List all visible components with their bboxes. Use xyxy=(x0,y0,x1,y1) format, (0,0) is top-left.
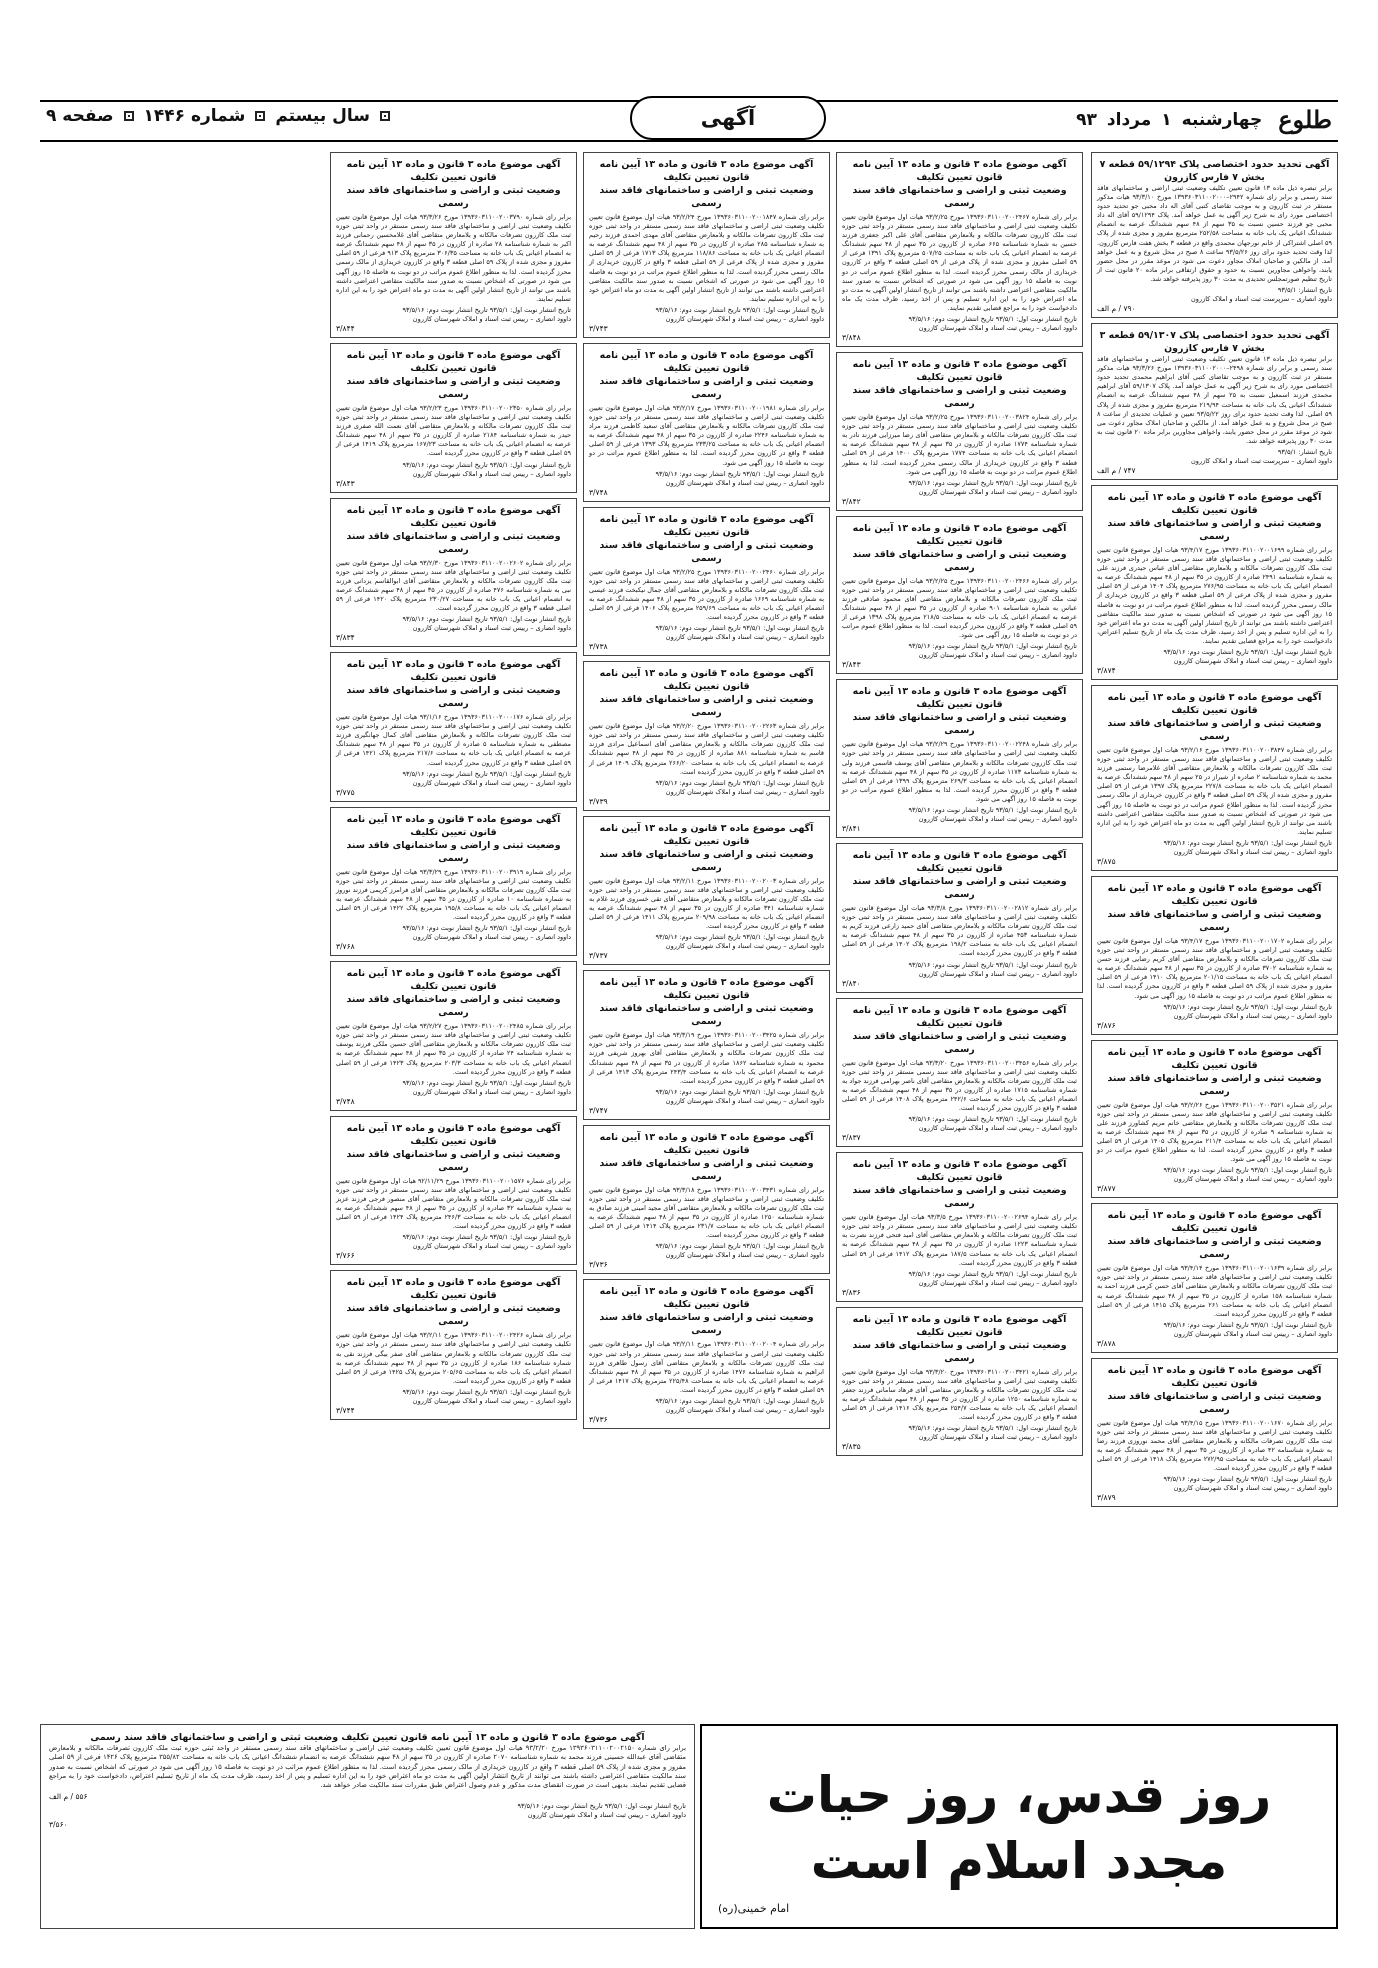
notice-title: آگهی موضوع ماده ۳ قانون و ماده ۱۳ آیین نامه قانون تعیین تکلیف xyxy=(852,1313,1067,1338)
notice-code: ۳/۸۷۸ xyxy=(1097,1338,1116,1348)
header-volume: سال بیستم xyxy=(275,106,370,126)
notice-title: آگهی موضوع ماده ۳ قانون و ماده ۱۳ آیین نامه قانون تعیین تکلیف xyxy=(1107,1364,1322,1389)
legal-notice xyxy=(1091,1358,1338,1508)
legal-notice xyxy=(330,1116,577,1266)
notice-code: ۳/۷۳۶ xyxy=(589,1414,608,1424)
notice-code: ۳/۸۳۶ xyxy=(842,1287,861,1297)
legal-notice xyxy=(583,507,830,657)
notice-body: برابر رای شماره ۱۳۹۳۶۰۳۱۱۰۰۲۰۰۱۶۹۹ مورخ ۹۳/۴/۱۷ هیات اول موضوع قانون تعیین تکلیف وضعیت ثبتی اراضی و ساختمانهای فاقد سند رسمی مستقر در واحد ثبتی حوزه ثبت ملک کازرون تصرفات مالکانه و بلامعارض متقاضی آقای عباس حیدری فرزند علی به شماره شناسنامه ۲۴۹۱ صادره از کازرون در ۳۵ سهم از ۴۸ سهم ششدانگ عرصه به انضمام اعیانی یک باب خانه به مساحت ۲۷۶/۹۵ مترمربع پلاک ۱۴۰۴ فرعی از ۵۹ اصلی مفروز و مجزی شده از پلاک فرعی از ۵۹ اصلی قطعه ۳ واقع در کازرون خریداری از مالک رسمی محرز گردیده است. لذا به منظور اطلاع عموم مراتب در دو نوبت به فاصله ۱۵ روز آگهی می شود در صورتی که اشخاص نسبت به صدور سند مالکیت متقاضی اعتراضی داشته باشند می توانند از تاریخ انتشار اولین آگهی به مدت دو ماه اعتراض خود را به این اداره تسلیم و پس از اخذ رسید، ظرف مدت یک ماه از تاریخ تسلیم اعتراض، دادخواست خود را به مراجع قضایی تقدیم نمایند. xyxy=(1097,545,1332,645)
notice-title: آگهی تحدید حدود اختصاصی پلاک ۵۹/۱۳۰۷ قطعه ۳ بخش ۷ فارس کازرون xyxy=(1099,330,1330,355)
notice-subtitle: وضعیت ثبتی و اراضی و ساختمانهای فاقد سند رسمی xyxy=(346,685,561,710)
header-day: چهارشنبه xyxy=(1181,110,1263,130)
notice-body: برابر رای شماره ۱۳۹۳۶۰۳۱۱۰۰۲۰۰۲۰۰۴ مورخ ۹۳/۲/۱۱ هیات اول موضوع قانون تعیین تکلیف وضعیت ثبتی اراضی و ساختمانهای فاقد سند رسمی مستقر در واحد ثبتی حوزه ثبت ملک کازرون تصرفات مالکانه و بلامعارض متقاضی آقای رسول طاهری فرزند ابراهیم به شماره شناسنامه ۱۴۷۶ صادره از کازرون در ۳۵ سهم از ۴۸ سهم ششدانگ عرصه به انضمام اعیانی یک باب خانه به مساحت ۲۲۵/۴۸ مترمربع پلاک ۱۴۱۷ فرعی از ۵۹ اصلی قطعه ۳ واقع در کازرون محرز گردیده است. xyxy=(589,1340,824,1394)
notice-body: برابر تبصره ذیل ماده ۱۳ قانون تعیین تکلیف وضعیت ثبتی اراضی و ساختمانهای فاقد سند رسمی و برابر رای شماره ۲۹۴۲–۱۳۹۳۶۰۳۱۱۰۰۲۰۰۰ مورخ ۹۳/۳/۱۰ هیات مذکور مستقر در ثبت کازرون و به موجب تقاضای کتبی آقای اله داد محبی جو تحدید حدود اختصاصی مورد رای به شرح زیر آگهی به عمل خواهد آمد. پلاک ۵۹/۱۲۹۴ آقای اله داد محبی جو فرزند حسین نسبت به ۳۵ سهم از ۴۸ سهم ششدانگ عرصه به انضمام ششدانگ اعیانی یک باب خانه به مساحت ۲۵۲/۵۸ مترمربع مفروز و مجزی شده از پلاک ۵۹ اصلی اشتراکی از خانم نورجهان محمدی واقع در قطعه ۳ بخش هفت فارس کازرون. لذا وقت تحدید حدود برای روز ۹۳/۵/۲۶ ساعت ۸ صبح در محل شروع و به عمل خواهد آمد. از مالکین و صاحبان املاک مجاور دعوت می شود در موعد مقرر در محل حضور یابند، واخواهی مجاورین نسبت به حدود و حقوق ارتفاقی برابر ماده ۲۰ قانون ثبت از تاریخ تنظیم صورتمجلس تحدیدی به مدت ۳۰ روز پذیرفته خواهد شد. xyxy=(1097,184,1333,283)
header-date-month: مرداد xyxy=(1106,110,1152,130)
legal-notice xyxy=(1091,1203,1338,1353)
notice-signer: داوود انصاری – رییس ثبت اسناد و املاک شهرستان کازرون xyxy=(412,314,571,323)
notice-subtitle: وضعیت ثبتی و اراضی و ساختمانهای فاقد سند رسمی xyxy=(852,712,1067,737)
page-header xyxy=(40,100,1338,142)
notice-code: ۳/۷۷۵ xyxy=(336,787,355,797)
notice-subtitle: وضعیت ثبتی و اراضی و ساختمانهای فاقد سند رسمی xyxy=(346,375,561,400)
notice-signer: داوود انصاری – رییس ثبت اسناد و املاک شهرستان کازرون xyxy=(1173,1011,1332,1020)
notice-signer: داوود انصاری – رییس ثبت اسناد و املاک شهرستان کازرون xyxy=(918,815,1077,823)
notice-dates: تاریخ انتشار نوبت اول: ۹۳/۵/۱ تاریخ انتشار نوبت دوم: ۹۳/۵/۱۶ xyxy=(655,1396,824,1405)
legal-notice xyxy=(583,343,830,502)
notice-signer: داوود انصاری – رییس ثبت اسناد و املاک شهرستان کازرون xyxy=(1173,1175,1332,1184)
notice-code: ۳/۷۴۸ xyxy=(589,487,608,497)
notice-signer: داوود انصاری – رییس ثبت اسناد و املاک شهرستان کازرون xyxy=(527,1811,686,1820)
notice-body: برابر رای شماره ۱۳۹۳۶۰۳۱۱۰۰۲۰۰۱۸۴۷ مورخ ۹۳/۲/۲۴ هیات اول موضوع قانون تعیین تکلیف وضعیت ثبتی اراضی و ساختمانهای فاقد سند رسمی مستقر در واحد ثبتی حوزه ثبت ملک کازرون تصرفات مالکانه و بلامعارض متقاضی آقای مهدی احمدی فرزند رحیم به شماره شناسنامه ۲۸۵ صادره از کازرون در ۳۵ سهم از ۴۸ سهم ششدانگ عرصه به انضمام اعیانی یک باب خانه به مساحت ۱۱۸/۸۶ مترمربع پلاک ۱۷۱۳ فرعی از ۵۹ اصلی مفروز و مجزی شده از پلاک فرعی از ۵۹ اصلی قطعه ۳ واقع در کازرون خریداری از مالک رسمی محرز گردیده است. لذا به منظور اطلاع عموم مراتب در دو نوبت به فاصله ۱۵ روز آگهی می شود در صورتی که اشخاص نسبت به صدور سند مالکیت متقاضی اعتراضی داشته باشند می توانند از تاریخ انتشار اولین آگهی به مدت دو ماه اعتراض خود را به این اداره تسلیم نمایند. xyxy=(589,213,825,303)
notice-dates: تاریخ انتشار نوبت اول: ۹۳/۵/۱ تاریخ انتشار نوبت دوم: ۹۳/۵/۱۶ xyxy=(1163,838,1332,847)
notice-subtitle: وضعیت ثبتی و اراضی و ساختمانهای فاقد سند رسمی xyxy=(599,694,814,719)
notice-dates: تاریخ انتشار: ۹۳/۵/۱ xyxy=(1277,447,1332,456)
notice-reference: ۵۵۶ / م الف xyxy=(49,1792,88,1802)
legal-notice xyxy=(583,1279,830,1429)
notice-signer: داوود انصاری – رییس ثبت اسناد و املاک شهرستان کازرون xyxy=(412,1242,571,1251)
notice-dates: تاریخ انتشار نوبت اول: ۹۳/۵/۱ تاریخ انتشار نوبت دوم: ۹۳/۵/۱۶ xyxy=(1163,1166,1332,1175)
notice-code: ۳/۸۴۱ xyxy=(842,824,861,833)
notice-dates: تاریخ انتشار نوبت اول: ۹۳/۵/۱ تاریخ انتشار نوبت دوم: ۹۳/۵/۱۶ xyxy=(908,960,1077,969)
notice-subtitle: وضعیت ثبتی و اراضی و ساختمانهای فاقد سند رسمی xyxy=(599,1003,814,1028)
legal-notice xyxy=(330,807,577,957)
legal-notice xyxy=(836,843,1083,993)
notice-dates: تاریخ انتشار نوبت اول: ۹۳/۵/۱ تاریخ انتشار نوبت دوم: ۹۳/۵/۱۶ xyxy=(402,305,571,314)
ad-column-3 xyxy=(583,152,830,1434)
notice-title: آگهی تحدید حدود اختصاصی پلاک ۵۹/۱۲۹۴ قطعه ۷ بخش ۷ فارس کازرون xyxy=(1099,159,1330,183)
notice-code: ۳/۸۷۹ xyxy=(1097,1493,1116,1503)
legal-notice xyxy=(1091,1040,1338,1199)
ad-column-1 xyxy=(1091,152,1338,1512)
legal-notice xyxy=(330,343,577,493)
notice-code: ۳/۷۴۷ xyxy=(589,1105,608,1115)
notice-subtitle: وضعیت ثبتی و اراضی و ساختمانهای فاقد سند رسمی xyxy=(346,530,561,555)
legal-notice xyxy=(330,652,577,802)
notice-dates: تاریخ انتشار نوبت اول: ۹۳/۵/۱ تاریخ انتشار نوبت دوم: ۹۳/۵/۱۶ xyxy=(402,460,571,469)
notice-dates: تاریخ انتشار نوبت اول: ۹۳/۵/۱ تاریخ انتشار نوبت دوم: ۹۳/۵/۱۶ xyxy=(655,1242,824,1251)
legal-notice xyxy=(330,961,577,1111)
legal-notice xyxy=(836,152,1083,347)
notice-signer: داوود انصاری – سرپرست ثبت اسناد و املاک کازرون xyxy=(1191,456,1332,465)
notice-subtitle: وضعیت ثبتی و اراضی و ساختمانهای فاقد سند رسمی xyxy=(852,876,1067,900)
notice-dates: تاریخ انتشار نوبت اول: ۹۳/۵/۱ تاریخ انتشار نوبت دوم: ۹۳/۵/۱۶ xyxy=(1163,1320,1332,1329)
notice-body: برابر رای شماره ۱۳۹۳۶۰۳۱۱۰۰۲۰۰۲۴۲۶ مورخ ۹۳/۲/۱۱ هیات اول موضوع قانون تعیین تکلیف وضعیت ثبتی اراضی و ساختمانهای فاقد سند رسمی مستقر در واحد ثبتی حوزه ثبت ملک کازرون تصرفات مالکانه و بلامعارض متقاضی آقای صفر بیگی فرزند نقی به شماره شناسنامه ۱۸۶ صادره از کازرون در ۳۵ سهم از ۴۸ سهم ششدانگ عرصه به انضمام اعیانی یک باب خانه به مساحت ۲۰۵/۶۵ مترمربع پلاک ۱۴۲۵ فرعی از ۵۹ اصلی قطعه ۳ واقع در کازرون محرز گردیده است. xyxy=(336,1331,571,1385)
notice-signer: داوود انصاری – رییس ثبت اسناد و املاک شهرستان کازرون xyxy=(1173,1329,1332,1338)
slogan-text: روز قدس، روز حیات مجدد اسلام است xyxy=(766,1766,1272,1890)
notice-dates: تاریخ انتشار نوبت اول: ۹۳/۵/۱ تاریخ انتشار نوبت دوم: ۹۳/۵/۱۶ xyxy=(908,315,1077,324)
notice-title: آگهی موضوع ماده ۳ قانون و ماده ۱۳ آیین نامه قانون تعیین تکلیف xyxy=(599,1286,814,1311)
notice-subtitle: وضعیت ثبتی و اراضی و ساختمانهای فاقد سند رسمی xyxy=(346,185,561,209)
notice-code: ۳/۷۳۹ xyxy=(589,796,608,806)
notice-dates: تاریخ انتشار نوبت اول: ۹۳/۵/۱ تاریخ انتشار نوبت دوم: ۹۳/۵/۱۶ xyxy=(908,1424,1077,1433)
legal-notice xyxy=(1091,685,1338,871)
notice-body: برابر رای شماره ۱۳۹۳۶۰۳۱۱۰۰۲۰۰۳۸۲۴ مورخ ۹۳/۲/۲۵ هیات اول موضوع قانون تعیین تکلیف وضعیت ثبتی اراضی و ساختمانهای فاقد سند رسمی مستقر در واحد ثبتی حوزه ثبت ملک کازرون تصرفات مالکانه و بلامعارض متقاضی آقای رضا میرزایی فرزند نادر به شماره شناسنامه ۱۷۷۴ صادره از کازرون در ۳۵ سهم از ۴۸ سهم ششدانگ عرصه به انضمام اعیانی یک باب خانه به مساحت ۱۷۷۴ مترمربع پلاک ۱۴۰۰ فرعی از ۵۹ اصلی قطعه ۳ واقع در کازرون خریداری از مالک رسمی محرز گردیده است. لذا به منظور اطلاع عموم مراتب در دو نوبت به فاصله ۱۵ روز آگهی می شود. xyxy=(842,413,1078,476)
notice-body: برابر رای شماره ۱۳۹۳۶۰۳۱۱۰۰۲۰۰۲۱۵۰ مورخ ۹۳/۲/۲۰ هیات اول موضوع قانون تعیین تکلیف وضعیت ثبتی اراضی و ساختمانهای فاقد سند رسمی مستقر در واحد ثبتی حوزه ثبت ملک کازرون تصرفات مالکانه و بلامعارض متقاضی آقای عبدالله حسینی فرزند محمد به شماره شناسنامه ۲۰۷۰ صادره از کازرون در ۳۵ سهم از ۴۸ سهم ششدانگ عرصه به انضمام ششدانگ اعیانی یک باب خانه به مساحت ۳۵۵/۸۲ مترمربع پلاک ۱۴۲۶ فرعی از ۵۹ اصلی مفروز و مجزی شده از پلاک ۵۹ اصلی قطعه ۳ واقع در کازرون خریداری از مالک رسمی محرز گردیده است. لذا به منظور اطلاع عموم مراتب در دو نوبت به فاصله ۱۵ روز آگهی می شود در صورتی که اشخاص نسبت به صدور سند مالکیت متقاضی اعتراضی داشته باشند می توانند از تاریخ انتشار اولین آگهی به مدت دو ماه اعتراض خود را به این اداره تسلیم و پس از اخذ رسید، ظرف مدت یک ماه از تاریخ تسلیم اعتراض، دادخواست خود را به مراجع قضایی تقدیم نمایند. بدیهی است در صورت انقضای مدت مذکور و عدم وصول اعتراض طبق مقررات سند مالکیت صادر خواهد شد. xyxy=(49,1744,686,1790)
notice-body: برابر رای شماره ۱۳۹۳۶۰۳۱۱۰۰۲۰۰۱۶۷۰ مورخ ۹۳/۴/۱۵ هیات اول موضوع قانون تعیین تکلیف وضعیت ثبتی اراضی و ساختمانهای فاقد سند رسمی مستقر در واحد ثبتی حوزه ثبت ملک کازرون تصرفات مالکانه و بلامعارض متقاضی آقای محمد نوروزی فرزند رضا به شماره شناسنامه ۴۲ صادره از کازرون در ۳۵ سهم از ۴۸ سهم ششدانگ عرصه به انضمام اعیانی یک باب خانه به مساحت ۲۷۲/۹۵ مترمربع پلاک ۱۴۱۸ فرعی از ۵۹ اصلی قطعه ۳ واقع در کازرون محرز گردیده است. xyxy=(1097,1418,1333,1473)
square-bullet-icon xyxy=(255,111,265,121)
notice-body: برابر رای شماره ۱۳۹۳۶۰۳۱۱۰۰۲۰۰۱۵۷۶ مورخ ۹۲/۱۱/۲۹ هیات اول موضوع قانون تعیین تکلیف وضعیت ثبتی اراضی و ساختمانهای فاقد سند رسمی مستقر در واحد ثبتی حوزه ثبت ملک کازرون تصرفات مالکانه و بلامعارض متقاضی آقای منصور فرجی فرزند عزیز به شماره شناسنامه ۳۲ صادره از کازرون در ۳۵ سهم از ۴۸ سهم ششدانگ عرصه به انضمام اعیانی یک باب خانه به مساحت ۲۴۶/۳ مترمربع پلاک ۱۴۲۴ فرعی از ۵۹ اصلی قطعه ۳ واقع در کازرون محرز گردیده است. xyxy=(336,1176,572,1231)
notice-code: ۳/۷۴۴ xyxy=(336,1405,355,1415)
notice-title: آگهی موضوع ماده ۳ قانون و ماده ۱۳ آیین نامه قانون تعیین تکلیف xyxy=(1107,491,1322,516)
notice-date-line: تاریخ انتشار نوبت اول: ۹۳/۵/۱ تاریخ انتشار نوبت دوم: ۹۳/۵/۱۶ xyxy=(517,1802,686,1811)
notice-body: برابر رای شماره ۱۳۹۳۶۰۳۱۱۰۰۲۰۰۲۸۱۲ مورخ ۹۳/۳/۸ هیات اول موضوع قانون تعیین تکلیف وضعیت ثبتی اراضی و ساختمانهای فاقد سند رسمی مستقر در واحد ثبتی حوزه ثبت ملک کازرون تصرفات مالکانه و بلامعارض متقاضی آقای حمید زارعی فرزند کریم به شماره شناسنامه ۴۵۳ صادره از کازرون در ۳۵ سهم از ۴۸ سهم ششدانگ عرصه به انضمام اعیانی یک باب خانه به مساحت ۱۹۸/۲ مترمربع پلاک ۱۴۰۲ فرعی از ۵۹ اصلی قطعه ۳ واقع در کازرون محرز گردیده است. xyxy=(842,904,1077,958)
notice-code: ۳/۷۳۷ xyxy=(589,951,608,961)
notice-body: برابر رای شماره ۱۳۹۳۶۰۳۱۱۰۰۲۰۰۱۶۳۹ مورخ ۹۳/۴/۱۴ هیات اول موضوع قانون تعیین تکلیف وضعیت ثبتی اراضی و ساختمانهای فاقد سند رسمی مستقر در واحد ثبتی حوزه ثبت ملک کازرون تصرفات مالکانه و بلامعارض متقاضی آقای حسن کرمی فرزند احمد به شماره شناسنامه ۱۵۸ صادره از کازرون در ۳۵ سهم از ۴۸ سهم ششدانگ عرصه به انضمام اعیانی یک باب خانه به مساحت ۲۶۱ مترمربع پلاک ۱۴۱۵ فرعی از ۵۹ اصلی قطعه ۳ واقع در کازرون محرز گردیده است. xyxy=(1097,1264,1332,1318)
notice-body: برابر رای شماره ۱۳۹۳۶۰۳۱۱۰۰۲۰۰۲۲۴۸ مورخ ۹۳/۲/۲۹ هیات اول موضوع قانون تعیین تکلیف وضعیت ثبتی اراضی و ساختمانهای فاقد سند رسمی مستقر در واحد ثبتی حوزه ثبت ملک کازرون تصرفات مالکانه و بلامعارض متقاضی آقای یوسف قاسمی فرزند ولی به شماره شناسنامه ۱۱۷۳ صادره از کازرون در ۳۵ سهم از ۴۸ سهم ششدانگ عرصه به انضمام اعیانی یک باب خانه به مساحت ۲۶۹/۳ مترمربع پلاک ۱۳۹۹ فرعی از ۵۹ اصلی قطعه ۳ واقع در کازرون محرز گردیده است. لذا به منظور اطلاع عموم مراتب در دو نوبت به فاصله ۱۵ روز آگهی می شود. xyxy=(842,740,1077,803)
legal-notice xyxy=(836,352,1083,511)
notice-title: آگهی موضوع ماده ۳ قانون و ماده ۱۳ آیین نامه قانون تعیین تکلیف xyxy=(852,1159,1067,1184)
notice-signer: داوود انصاری – رییس ثبت اسناد و املاک شهرستان کازرون xyxy=(918,651,1077,660)
notice-code: ۳/۸۷۵ xyxy=(1097,856,1116,866)
notice-code: ۳/۸۳۴ xyxy=(336,633,355,643)
legal-notice xyxy=(836,516,1083,675)
notice-signer: داوود انصاری – رییس ثبت اسناد و املاک شهرستان کازرون xyxy=(665,314,824,323)
notice-subtitle: وضعیت ثبتی و اراضی و ساختمانهای فاقد سند رسمی xyxy=(346,994,561,1019)
notice-code: ۷۴۷ / م الف xyxy=(1097,465,1136,475)
notice-dates: تاریخ انتشار نوبت اول: ۹۳/۵/۱ تاریخ انتشار نوبت دوم: ۹۳/۵/۱۶ xyxy=(1163,1475,1332,1484)
notice-title: آگهی موضوع ماده ۳ قانون و ماده ۱۳ آیین نامه قانون تعیین تکلیف xyxy=(346,504,561,529)
notice-signer: داوود انصاری – رییس ثبت اسناد و املاک شهرستان کازرون xyxy=(1173,1484,1332,1493)
notice-body: برابر رای شماره ۱۳۹۳۶۰۳۱۱۰۰۲۰۰۱۹۸۱ مورخ ۹۳/۲/۱۷ هیات اول موضوع قانون تعیین تکلیف وضعیت ثبتی اراضی و ساختمانهای فاقد سند رسمی مستقر در واحد ثبتی حوزه ثبت ملک کازرون تصرفات مالکانه و بلامعارض متقاضی آقای سعید کاظمی فرزند مراد به شماره شناسنامه ۲۲۴۶ صادره از کازرون در ۳۵ سهم از ۴۸ سهم ششدانگ عرصه به انضمام اعیانی یک باب خانه به مساحت ۲۳۳/۲۵ مترمربع پلاک ۱۳۹۳ فرعی از ۵۹ اصلی قطعه ۳ واقع در کازرون محرز گردیده است. لذا به منظور اطلاع عموم مراتب در دو نوبت به فاصله ۱۵ روز آگهی می شود. xyxy=(589,403,824,467)
notice-code: ۳/۸۳۵ xyxy=(842,1442,861,1452)
notice-body: برابر رای شماره ۱۳۹۳۶۰۳۱۱۰۰۲۰۰۳۴۳۱ مورخ ۹۳/۳/۱۸ هیات اول موضوع قانون تعیین تکلیف وضعیت ثبتی اراضی و ساختمانهای فاقد سند رسمی مستقر در واحد ثبتی حوزه ثبت ملک کازرون تصرفات مالکانه و بلامعارض متقاضی آقای مجید امینی فرزند صادق به شماره شناسنامه ۱۲۵۰ صادره از کازرون در ۳۵ سهم از ۴۸ سهم ششدانگ عرصه به انضمام اعیانی یک باب خانه به مساحت ۲۳۱/۷ مترمربع پلاک ۱۴۱۴ فرعی از ۵۹ اصلی قطعه ۳ واقع در کازرون محرز گردیده است. xyxy=(589,1185,825,1240)
notice-signer: داوود انصاری – رییس ثبت اسناد و املاک شهرستان کازرون xyxy=(665,787,824,796)
notice-dates: تاریخ انتشار نوبت اول: ۹۳/۵/۱ تاریخ انتشار نوبت دوم: ۹۳/۵/۱۶ xyxy=(1163,1002,1332,1011)
notice-body: برابر رای شماره ۱۳۹۳۶۰۳۱۱۰۰۲۰۰۲۳۵۰ مورخ ۹۳/۲/۲۳ هیات اول موضوع قانون تعیین تکلیف وضعیت ثبتی اراضی و ساختمانهای فاقد سند رسمی مستقر در واحد ثبتی حوزه ثبت ملک کازرون تصرفات مالکانه و بلامعارض متقاضی آقای نعمت الله صفری فرزند حیدر به شماره شناسنامه ۲۱۸۴ صادره از کازرون در ۳۵ سهم از ۴۸ سهم ششدانگ عرصه به انضمام اعیانی یک باب خانه به مساحت ۱۶۷/۲۳ مترمربع پلاک ۱۴۱۹ فرعی از ۵۹ اصلی قطعه ۳ واقع در کازرون محرز گردیده است. xyxy=(336,403,572,458)
notice-code: ۳/۷۴۳ xyxy=(589,323,608,333)
notice-signer: داوود انصاری – رییس ثبت اسناد و املاک شهرستان کازرون xyxy=(918,487,1077,496)
legal-notice xyxy=(1091,152,1338,318)
notice-title: آگهی موضوع ماده ۳ قانون و ماده ۱۳ آیین نامه قانون تعیین تکلیف xyxy=(599,513,814,538)
notice-title: آگهی موضوع ماده ۳ قانون و ماده ۱۳ آیین نامه قانون تعیین تکلیف xyxy=(852,522,1067,547)
notice-body: برابر رای شماره ۱۳۹۳۶۰۳۱۱۰۰۲۰۰۲۴۶۷ مورخ ۹۳/۲/۲۵ هیات اول موضوع قانون تعیین تکلیف وضعیت ثبتی اراضی و ساختمانهای فاقد سند رسمی مستقر در واحد ثبتی حوزه ثبت ملک کازرون تصرفات مالکانه و بلامعارض متقاضی آقای علی اکبر جعفری فرزند حسین به شماره شناسنامه ۶۶۵ صادره از کازرون در ۳۵ سهم از ۴۸ سهم ششدانگ عرصه به انضمام اعیانی یک باب خانه به مساحت ۵۰۷/۲۵ مترمربع پلاک ۱۳۹۱ فرعی از ۵۹ اصلی مفروز و مجزی شده از پلاک فرعی از ۵۹ اصلی قطعه ۳ واقع در کازرون خریداری از مالک رسمی محرز گردیده است. لذا به منظور اطلاع عموم مراتب در دو نوبت به فاصله ۱۵ روز آگهی می شود در صورتی که اشخاص نسبت به صدور سند مالکیت متقاضی اعتراضی داشته باشند می توانند از تاریخ انتشار اولین آگهی به مدت دو ماه اعتراض خود را به این اداره تسلیم و پس از اخذ رسید، ظرف مدت یک ماه دادخواست خود را به مراجع قضایی تقدیم نمایند. xyxy=(842,213,1077,312)
notice-signer: داوود انصاری – رییس ثبت اسناد و املاک شهرستان کازرون xyxy=(412,624,571,633)
legal-notice xyxy=(583,152,830,338)
square-bullet-icon xyxy=(380,111,390,121)
notice-subtitle: وضعیت ثبتی و اراضی و ساختمانهای فاقد سند رسمی xyxy=(1107,1236,1322,1261)
header-issue-group xyxy=(46,106,390,126)
notice-dates: تاریخ انتشار نوبت اول: ۹۳/۵/۱ تاریخ انتشار نوبت دوم: ۹۳/۵/۱۶ xyxy=(908,642,1077,651)
notice-body: برابر رای شماره ۱۳۹۳۶۰۳۱۱۰۰۲۰۰۳۹۱۹ مورخ ۹۳/۳/۲۹ هیات اول موضوع قانون تعیین تکلیف وضعیت ثبتی اراضی و ساختمانهای فاقد سند رسمی مستقر در واحد ثبتی حوزه ثبت ملک کازرون تصرفات مالکانه و بلامعارض متقاضی آقای فرامرز کریمی فرزند نوروز به شماره شناسنامه ۱۰ صادره از کازرون در ۳۵ سهم از ۴۸ سهم ششدانگ عرصه به انضمام اعیانی یک باب خانه به مساحت ۱۹۵/۸ مترمربع پلاک ۱۴۲۲ فرعی از ۵۹ اصلی قطعه ۳ واقع در کازرون محرز گردیده است. xyxy=(336,867,572,922)
notice-dates: تاریخ انتشار نوبت اول: ۹۳/۵/۱ تاریخ انتشار نوبت دوم: ۹۳/۵/۱۶ xyxy=(655,778,824,787)
notice-code: ۳/۸۷۴ xyxy=(1097,666,1116,675)
notice-subtitle: وضعیت ثبتی و اراضی و ساختمانهای فاقد سند رسمی xyxy=(599,185,814,209)
wide-legal-notice xyxy=(40,1724,695,1929)
legal-notice xyxy=(1091,485,1338,680)
header-date-day: ۱ xyxy=(1161,110,1172,130)
notice-dates: تاریخ انتشار نوبت اول: ۹۳/۵/۱ تاریخ انتشار نوبت دوم: ۹۳/۵/۱۶ xyxy=(655,469,824,478)
notice-title: آگهی موضوع ماده ۳ قانون و ماده ۱۳ آیین نامه قانون تعیین تکلیف xyxy=(599,822,814,847)
notice-subtitle: وضعیت ثبتی و اراضی و ساختمانهای فاقد سند رسمی xyxy=(852,1339,1067,1364)
notice-code: ۳/۵۶۰ xyxy=(49,1820,68,1830)
notice-subtitle: وضعیت ثبتی و اراضی و ساختمانهای فاقد سند رسمی xyxy=(852,1185,1067,1210)
legal-notice xyxy=(836,679,1083,838)
newspaper-logo: طلوع xyxy=(1278,105,1332,134)
notice-title: آگهی موضوع ماده ۳ قانون و ماده ۱۳ آیین نامه قانون تعیین تکلیف xyxy=(346,813,561,838)
notice-subtitle: وضعیت ثبتی و اراضی و ساختمانهای فاقد سند رسمی xyxy=(852,1030,1067,1055)
notice-body: برابر تبصره ذیل ماده ۱۳ قانون تعیین تکلیف وضعیت ثبتی اراضی و ساختمانهای فاقد سند رسمی و برابر رای شماره ۲۴۹۸–۱۳۹۳۶۰۳۱۱۰۰۲۰۰۰ مورخ ۹۳/۳/۲۶ هیات مذکور مستقر در ثبت کازرون و به موجب تقاضای کتبی آقای ابراهیم محمدی تحدید حدود اختصاصی مورد رای به شرح زیر آگهی به عمل خواهد آمد. پلاک ۵۹/۱۳۰۷ آقای ابراهیم محمدی فرزند اسمعیل نسبت به ۲۵ سهم از ۴۸ سهم ششدانگ عرصه به انضمام ششدانگ اعیانی یک باب خانه به مساحت ۲۱۹/۹۴ مترمربع مفروز و مجزی شده از پلاک ۵۹ اصلی. لذا وقت تحدید حدود برای روز ۹۳/۵/۲۲ تعیین و عملیات تحدیدی از ساعت ۸ صبح در محل شروع و به عمل خواهد آمد. از مالکین و صاحبان املاک مجاور دعوت می شود در موعد مقرر در محل حضور یابند، واخواهی مجاورین برابر ماده ۲۰ قانون ثبت به مدت ۳۰ روز پذیرفته خواهد شد. xyxy=(1097,355,1333,445)
notice-code: ۳/۸۴۸ xyxy=(842,333,861,343)
notice-body: برابر رای شماره ۱۳۹۳۶۰۳۱۱۰۰۲۰۰۲۴۶۶ مورخ ۹۳/۲/۲۵ هیات اول موضوع قانون تعیین تکلیف وضعیت ثبتی اراضی و ساختمانهای فاقد سند رسمی مستقر در واحد ثبتی حوزه ثبت ملک کازرون تصرفات مالکانه و بلامعارض متقاضی آقای محمود صادقی فرزند عباس به شماره شناسنامه ۹۰۱ صادره از کازرون در ۳۵ سهم از ۴۸ سهم ششدانگ عرصه به انضمام اعیانی یک باب خانه به مساحت ۲۱۸/۵ مترمربع پلاک ۱۳۹۸ فرعی از ۵۹ اصلی قطعه ۳ واقع در کازرون محرز گردیده است. لذا به منظور اطلاع عموم مراتب در دو نوبت به فاصله ۱۵ روز آگهی می شود. xyxy=(842,576,1077,640)
notice-body: برابر رای شماره ۱۳۹۳۶۰۳۱۱۰۰۲۰۰۳۷۹۰ مورخ ۹۳/۳/۲۶ هیات اول موضوع قانون تعیین تکلیف وضعیت ثبتی اراضی و ساختمانهای فاقد سند رسمی مستقر در واحد ثبتی حوزه ثبت ملک کازرون تصرفات مالکانه و بلامعارض متقاضی آقای غلامحسین رحمانی فرزند اکبر به شماره شناسنامه ۲۸ صادره از کازرون در ۳۵ سهم از ۴۸ سهم ششدانگ عرصه به انضمام اعیانی یک باب خانه به مساحت ۳۰۶/۳۵ مترمربع پلاک ۹۱۳ فرعی از ۵۹ اصلی مفروز و مجزی شده از پلاک ۵۹ اصلی قطعه ۳ واقع در کازرون خریداری از مالک رسمی محرز گردیده است. لذا به منظور اطلاع عموم مراتب در دو نوبت به فاصله ۱۵ روز آگهی می شود در صورتی که اشخاص نسبت به صدور سند مالکیت متقاضی اعتراضی داشته باشند می توانند از تاریخ انتشار اولین آگهی به مدت دو ماه اعتراض خود را به این اداره تسلیم نمایند. xyxy=(336,213,572,303)
notice-code: ۳/۷۶۸ xyxy=(336,942,355,952)
notice-subtitle: وضعیت ثبتی و اراضی و ساختمانهای فاقد سند رسمی xyxy=(346,839,561,864)
notice-title: آگهی موضوع ماده ۳ قانون و ماده ۱۳ آیین نامه قانون تعیین تکلیف xyxy=(852,359,1067,384)
notice-dates: تاریخ انتشار نوبت اول: ۹۳/۵/۱ تاریخ انتشار نوبت دوم: ۹۳/۵/۱۶ xyxy=(402,769,571,778)
notice-body: برابر رای شماره ۱۳۹۳۶۰۳۱۱۰۰۲۰۰۳۴۲۵ مورخ ۹۳/۳/۱۹ هیات اول موضوع قانون تعیین تکلیف وضعیت ثبتی اراضی و ساختمانهای فاقد سند رسمی مستقر در واحد ثبتی حوزه ثبت ملک کازرون تصرفات مالکانه و بلامعارض متقاضی آقای بهروز شریفی فرزند محمود به شماره شناسنامه ۱۸۶۲ صادره از کازرون در ۳۵ سهم از ۴۸ سهم ششدانگ عرصه به انضمام اعیانی یک باب خانه به مساحت ۲۴۳/۴ مترمربع پلاک ۱۴۱۳ فرعی از ۵۹ اصلی قطعه ۳ واقع در کازرون محرز گردیده است. xyxy=(589,1031,825,1085)
legal-notice xyxy=(583,816,830,966)
legal-notice xyxy=(330,152,577,338)
notice-signer: داوود انصاری – رییس ثبت اسناد و املاک شهرستان کازرون xyxy=(412,933,571,942)
notice-subtitle: وضعیت ثبتی و اراضی و ساختمانهای فاقد سند رسمی xyxy=(599,848,814,873)
notice-signer: داوود انصاری – رییس ثبت اسناد و املاک شهرستان کازرون xyxy=(412,1396,571,1405)
notice-title: آگهی موضوع ماده ۳ قانون و ماده ۱۳ آیین نامه قانون تعیین تکلیف xyxy=(599,159,814,183)
notice-title: آگهی موضوع ماده ۳ قانون و ماده ۱۳ آیین نامه قانون تعیین تکلیف xyxy=(346,1277,561,1302)
notice-title: آگهی موضوع ماده ۳ قانون و ماده ۱۳ آیین نامه قانون تعیین تکلیف xyxy=(599,977,814,1002)
notice-dates: تاریخ انتشار نوبت اول: ۹۳/۵/۱ تاریخ انتشار نوبت دوم: ۹۳/۵/۱۶ xyxy=(908,1269,1077,1278)
notice-body: برابر رای شماره ۱۳۹۳۶۰۳۱۱۰۰۲۰۰۲۶۹۴ مورخ ۹۳/۳/۵ هیات اول موضوع قانون تعیین تکلیف وضعیت ثبتی اراضی و ساختمانهای فاقد سند رسمی مستقر در واحد ثبتی حوزه ثبت ملک کازرون تصرفات مالکانه و بلامعارض متقاضی آقای امید فتحی فرزند نصرت به شماره شناسنامه ۱۲۲۳ صادره از کازرون در ۳۵ سهم از ۴۸ سهم ششدانگ عرصه به انضمام اعیانی یک باب خانه به مساحت ۱۸۷/۵ مترمربع پلاک ۱۴۱۲ فرعی از ۵۹ اصلی قطعه ۳ واقع در کازرون محرز گردیده است. xyxy=(842,1213,1078,1267)
notice-signer: داوود انصاری – رییس ثبت اسناد و املاک شهرستان کازرون xyxy=(918,969,1077,978)
notice-signer: داوود انصاری – رییس ثبت اسناد و املاک شهرستان کازرون xyxy=(918,324,1077,333)
notice-dates: تاریخ انتشار نوبت اول: ۹۳/۵/۱ تاریخ انتشار نوبت دوم: ۹۳/۵/۱۶ xyxy=(908,1115,1077,1124)
legal-notice xyxy=(836,1307,1083,1457)
notice-code: ۳/۸۴۲ xyxy=(842,496,861,506)
notice-code: ۳/۸۴۰ xyxy=(842,978,861,988)
notice-title: آگهی موضوع ماده ۳ قانون و ماده ۱۳ آیین نامه قانون تعیین تکلیف xyxy=(1107,692,1322,716)
notice-subtitle: وضعیت ثبتی و اراضی و ساختمانهای فاقد سند رسمی xyxy=(852,548,1067,573)
notice-subtitle: وضعیت ثبتی و اراضی و ساختمانهای فاقد سند رسمی xyxy=(1107,908,1322,933)
slogan-box xyxy=(700,1724,1338,1929)
notice-subtitle: وضعیت ثبتی و اراضی و ساختمانهای فاقد سند رسمی xyxy=(1107,1072,1322,1097)
notice-dates: تاریخ انتشار نوبت اول: ۹۳/۵/۱ تاریخ انتشار نوبت دوم: ۹۳/۵/۱۶ xyxy=(402,1387,571,1396)
notice-subtitle: وضعیت ثبتی و اراضی و ساختمانهای فاقد سند رسمی xyxy=(852,385,1067,410)
legal-notice xyxy=(330,1270,577,1420)
legal-notice xyxy=(330,498,577,648)
notice-code: ۳/۷۶۶ xyxy=(336,1251,355,1261)
notice-code: ۳/۷۳۶ xyxy=(589,1260,608,1270)
notice-title: آگهی موضوع ماده ۳ قانون و ماده ۱۳ آیین نامه قانون تعیین تکلیف xyxy=(599,349,814,374)
notice-dates: تاریخ انتشار نوبت اول: ۹۳/۵/۱ تاریخ انتشار نوبت دوم: ۹۳/۵/۱۶ xyxy=(908,478,1077,487)
notice-body: برابر رای شماره ۱۳۹۳۶۰۳۱۱۰۰۲۰۰۳۴۵۶ مورخ ۹۳/۳/۲۰ هیات اول موضوع قانون تعیین تکلیف وضعیت ثبتی اراضی و ساختمانهای فاقد سند رسمی مستقر در واحد ثبتی حوزه ثبت ملک کازرون تصرفات مالکانه و بلامعارض متقاضی آقای ناصر بهرامی فرزند جواد به شماره شناسنامه ۱۷۱۵ صادره از کازرون در ۳۵ سهم از ۴۸ سهم ششدانگ عرصه به انضمام اعیانی یک باب خانه به مساحت ۲۴۲/۶ مترمربع پلاک ۱۴۰۸ فرعی از ۵۹ اصلی قطعه ۳ واقع در کازرون محرز گردیده است. xyxy=(842,1058,1078,1113)
notice-signer: داوود انصاری – رییس ثبت اسناد و املاک شهرستان کازرون xyxy=(918,1124,1077,1133)
notice-dates: تاریخ انتشار نوبت اول: ۹۳/۵/۱ تاریخ انتشار نوبت دوم: ۹۳/۵/۱۶ xyxy=(655,933,824,942)
notice-dates: تاریخ انتشار نوبت اول: ۹۳/۵/۱ تاریخ انتشار نوبت دوم: ۹۳/۵/۱۶ xyxy=(402,1233,571,1242)
notice-body: برابر رای شماره ۱۳۹۳۶۰۳۱۱۰۰۲۰۰۳۴۲۱ مورخ ۹۳/۳/۲۰ هیات اول موضوع قانون تعیین تکلیف وضعیت ثبتی اراضی و ساختمانهای فاقد سند رسمی مستقر در واحد ثبتی حوزه ثبت ملک کازرون تصرفات مالکانه و بلامعارض متقاضی آقای فرهاد سامانی فرزند جعفر به شماره شناسنامه ۱۲۵۰ صادره از کازرون در ۳۵ سهم از ۴۸ سهم ششدانگ عرصه به انضمام اعیانی یک باب خانه به مساحت ۲۵۴/۷ مترمربع پلاک ۱۴۱۶ فرعی از ۵۹ اصلی قطعه ۳ واقع در کازرون محرز گردیده است. xyxy=(842,1367,1077,1422)
slogan-attribution: امام خمینی(ره) xyxy=(718,1902,790,1915)
notice-code: ۷۹۰ / م الف xyxy=(1097,304,1136,314)
notice-body: برابر رای شماره ۱۳۹۳۶۰۳۱۱۰۰۲۰۰۲۴۶۰ مورخ ۹۳/۲/۲۵ هیات اول موضوع قانون تعیین تکلیف وضعیت ثبتی اراضی و ساختمانهای فاقد سند رسمی مستقر در واحد ثبتی حوزه ثبت ملک کازرون تصرفات مالکانه و بلامعارض متقاضی آقای جمال نیکبخت فرزند عیسی به شماره شناسنامه ۱۶۶۹ صادره از کازرون در ۳۵ سهم از ۴۸ سهم ششدانگ عرصه به انضمام اعیانی یک باب خانه به مساحت ۲۵۹/۶۹ مترمربع پلاک ۱۴۰۶ فرعی از ۵۹ اصلی قطعه ۳ واقع در کازرون محرز گردیده است. xyxy=(589,567,824,622)
legal-notice xyxy=(583,970,830,1120)
notice-signer: داوود انصاری – رییس ثبت اسناد و املاک شهرستان کازرون xyxy=(412,469,571,478)
notice-title: آگهی موضوع ماده ۳ قانون و ماده ۱۳ آیین نامه قانون تعیین تکلیف xyxy=(852,686,1067,711)
notice-code: ۳/۸۷۶ xyxy=(1097,1020,1116,1030)
header-issue: شماره ۱۴۴۶ xyxy=(143,106,246,126)
notice-title: آگهی موضوع ماده ۳ قانون و ماده ۱۳ آیین نامه قانون تعیین تکلیف xyxy=(599,1131,814,1156)
notice-title: آگهی موضوع ماده ۳ قانون و ماده ۱۳ آیین نامه قانون تعیین تکلیف xyxy=(852,159,1067,183)
notice-dates xyxy=(49,1802,686,1811)
notice-code: ۳/۸۷۷ xyxy=(1097,1184,1116,1194)
notice-body: برابر رای شماره ۱۳۹۳۶۰۳۱۱۰۰۲۰۰۲۶۰۲ مورخ ۹۳/۲/۳۰ هیات اول موضوع قانون تعیین تکلیف وضعیت ثبتی اراضی و ساختمانهای فاقد سند رسمی مستقر در واحد ثبتی حوزه ثبت ملک کازرون تصرفات مالکانه و بلامعارض متقاضی آقای ابوالقاسم یزدانی فرزند نبی به شماره شناسنامه ۴۷۶ صادره از کازرون در ۳۵ سهم از ۴۸ سهم ششدانگ عرصه به انضمام اعیانی یک باب خانه به مساحت ۲۳۰/۲۷ مترمربع پلاک ۱۴۲۰ فرعی از ۵۹ اصلی قطعه ۳ واقع در کازرون محرز گردیده است. xyxy=(336,558,572,612)
notice-subtitle: وضعیت ثبتی و اراضی و ساختمانهای فاقد سند رسمی xyxy=(346,1148,561,1173)
notice-title: آگهی موضوع ماده ۳ قانون و ماده ۱۳ آیین نامه قانون تعیین تکلیف xyxy=(346,659,561,684)
notice-subtitle: وضعیت ثبتی و اراضی و ساختمانهای فاقد سند رسمی xyxy=(852,185,1067,209)
notice-subtitle: وضعیت ثبتی و اراضی و ساختمانهای فاقد سند رسمی xyxy=(599,1312,814,1337)
ad-column-2 xyxy=(836,152,1083,1461)
notice-subtitle: وضعیت ثبتی و اراضی و ساختمانهای فاقد سند رسمی xyxy=(1107,718,1322,742)
notice-signer: داوود انصاری – رییس ثبت اسناد و املاک شهرستان کازرون xyxy=(665,942,824,951)
notice-subtitle: وضعیت ثبتی و اراضی و ساختمانهای فاقد سند رسمی xyxy=(599,539,814,564)
notice-dates: تاریخ انتشار نوبت اول: ۹۳/۵/۱ تاریخ انتشار نوبت دوم: ۹۳/۵/۱۶ xyxy=(402,924,571,933)
notice-subtitle: وضعیت ثبتی و اراضی و ساختمانهای فاقد سند رسمی xyxy=(346,1303,561,1328)
notice-code: ۳/۸۴۳ xyxy=(336,478,355,488)
notice-title: آگهی موضوع ماده ۳ قانون و ماده ۱۳ آیین نامه قانون تعیین تکلیف xyxy=(346,349,561,374)
notice-dates: تاریخ انتشار نوبت اول: ۹۳/۵/۱ تاریخ انتشار نوبت دوم: ۹۳/۵/۱۶ xyxy=(655,305,824,314)
notice-title: آگهی موضوع ماده ۳ قانون و ماده ۱۳ آیین نامه قانون تعیین تکلیف xyxy=(346,1122,561,1147)
ad-column-4 xyxy=(330,152,577,1425)
notice-signer: داوود انصاری – رییس ثبت اسناد و املاک شهرستان کازرون xyxy=(918,1433,1077,1442)
notice-signer: داوود انصاری – رییس ثبت اسناد و املاک شهرستان کازرون xyxy=(665,1096,824,1105)
notice-code: ۳/۷۴۸ xyxy=(336,1096,355,1106)
notice-signer: داوود انصاری – رییس ثبت اسناد و املاک شهرستان کازرون xyxy=(412,778,571,787)
header-date-year: ۹۳ xyxy=(1076,110,1097,130)
notice-body: برابر رای شماره ۱۳۹۳۶۰۳۱۱۰۰۲۰۰۲۲۶۳ مورخ ۹۳/۲/۲۰ هیات اول موضوع قانون تعیین تکلیف وضعیت ثبتی اراضی و ساختمانهای فاقد سند رسمی مستقر در واحد ثبتی حوزه ثبت ملک کازرون تصرفات مالکانه و بلامعارض متقاضی آقای اسماعیل مرادی فرزند قاسم به شماره شناسنامه ۸۸۱ صادره از کازرون در ۳۵ سهم از ۴۸ سهم ششدانگ عرصه به انضمام اعیانی یک باب خانه به مساحت ۲۶۶/۲۰ مترمربع پلاک ۱۴۰۹ فرعی از ۵۹ اصلی قطعه ۳ واقع در کازرون محرز گردیده است. xyxy=(589,722,824,776)
legal-notice xyxy=(836,1152,1083,1302)
notice-subtitle: وضعیت ثبتی و اراضی و ساختمانهای فاقد سند رسمی xyxy=(599,1157,814,1182)
notice-body: برابر رای شماره ۱۳۹۳۶۰۳۱۱۰۰۲۰۰۱۷۰۲ مورخ ۹۳/۴/۱۷ هیات اول موضوع قانون تعیین تکلیف وضعیت ثبتی اراضی و ساختمانهای فاقد سند رسمی مستقر در واحد ثبتی حوزه ثبت ملک کازرون تصرفات مالکانه و بلامعارض متقاضی آقای کریم رضایی فرزند حسن به شماره شناسنامه ۳۷۰۲ صادره از کازرون در ۳۵ سهم از ۴۸ سهم ششدانگ عرصه به انضمام اعیانی یک باب خانه به مساحت ۲۰۱/۱۵ مترمربع پلاک ۱۴۱۰ فرعی از ۵۹ اصلی مفروز و مجزی شده از پلاک ۵۹ اصلی قطعه ۳ واقع در کازرون محرز گردیده است. لذا به منظور اطلاع عموم مراتب در دو نوبت به فاصله ۱۵ روز آگهی می شود. xyxy=(1097,936,1332,1000)
notice-dates: تاریخ انتشار نوبت اول: ۹۳/۵/۱ تاریخ انتشار نوبت دوم: ۹۳/۵/۱۶ xyxy=(655,624,824,633)
notice-subtitle: وضعیت ثبتی و اراضی و ساختمانهای فاقد سند رسمی xyxy=(1107,1390,1322,1415)
notice-title: آگهی موضوع ماده ۳ قانون و ماده ۱۳ آیین نامه قانون تعیین تکلیف xyxy=(852,850,1067,874)
notice-dates: تاریخ انتشار نوبت اول: ۹۳/۵/۱ تاریخ انتشار نوبت دوم: ۹۳/۵/۱۶ xyxy=(908,806,1077,814)
notice-dates: تاریخ انتشار: ۹۳/۵/۱ xyxy=(1277,286,1332,295)
notice-code: ۳/۸۴۳ xyxy=(842,660,861,670)
notice-code: ۳/۸۳۷ xyxy=(842,1133,861,1143)
notice-body: برابر رای شماره ۱۳۹۳۶۰۳۱۱۰۰۲۰۰۳۵۲۱ مورخ ۹۳/۲/۲۶ هیات اول موضوع قانون تعیین تکلیف وضعیت ثبتی اراضی و ساختمانهای فاقد سند رسمی مستقر در واحد ثبتی حوزه ثبت ملک کازرون تصرفات مالکانه و بلامعارض متقاضی خانم مریم کشاورز فرزند علی به شماره شناسنامه ۹ صادره از کازرون در ۳۵ سهم از ۴۸ سهم ششدانگ عرصه به انضمام اعیانی یک باب خانه به مساحت ۲۱۱/۴ مترمربع پلاک ۱۴۰۵ فرعی از ۵۹ اصلی قطعه ۳ واقع در کازرون محرز گردیده است. لذا به منظور اطلاع عموم مراتب در دو نوبت به فاصله ۱۵ روز آگهی می شود. xyxy=(1097,1100,1332,1164)
notice-title: آگهی موضوع ماده ۳ قانون و ماده ۱۳ آیین نامه قانون تعیین تکلیف xyxy=(599,668,814,693)
notice-signer: داوود انصاری – رییس ثبت اسناد و املاک شهرستان کازرون xyxy=(665,1251,824,1260)
notice-code: ۳/۸۴۴ xyxy=(336,323,355,333)
notice-signer: داوود انصاری – رییس ثبت اسناد و املاک شهرستان کازرون xyxy=(665,478,824,487)
legal-notice xyxy=(1091,876,1338,1035)
notice-title: آگهی موضوع ماده ۳ قانون و ماده ۱۳ آیین نامه قانون تعیین تکلیف xyxy=(1107,1210,1322,1235)
notice-signer: داوود انصاری – سرپرست ثبت اسناد و املاک کازرون xyxy=(1191,295,1332,304)
notice-body: برابر رای شماره ۱۳۹۳۶۰۳۱۱۰۰۲۰۰۳۸۴۷ مورخ ۹۳/۲/۱۶ هیات اول موضوع قانون تعیین تکلیف وضعیت ثبتی اراضی و ساختمانهای فاقد سند رسمی مستقر در واحد ثبتی حوزه ثبت ملک کازرون تصرفات مالکانه و بلامعارض متقاضی آقای غلامرضا رستمی فرزند محمد به شماره شناسنامه ۲ صادره از شیراز در ۲۵ سهم از ۴۸ سهم ششدانگ عرصه به انضمام اعیانی یک باب خانه به مساحت ۲۲۷/۸ مترمربع پلاک ۱۳۹۷ فرعی از ۵۹ اصلی مفروز و مجزی شده از پلاک ۵۹ اصلی قطعه ۳ واقع در کازرون خریداری از مالک رسمی محرز گردیده است. لذا به منظور اطلاع عموم مراتب در دو نوبت به فاصله ۱۵ روز آگهی می شود در صورتی که اشخاص نسبت به صدور سند مالکیت متقاضی اعتراضی داشته باشند می توانند از تاریخ انتشار اولین آگهی به مدت دو ماه اعتراض خود را به این اداره تسلیم نمایند. xyxy=(1097,746,1333,836)
notice-dates: تاریخ انتشار نوبت اول: ۹۳/۵/۱ تاریخ انتشار نوبت دوم: ۹۳/۵/۱۶ xyxy=(402,1078,571,1087)
notice-signer: داوود انصاری – رییس ثبت اسناد و املاک شهرستان کازرون xyxy=(1173,657,1332,665)
section-title: آگهی xyxy=(630,96,826,140)
notice-body: برابر رای شماره ۱۳۹۳۶۰۳۱۱۰۰۲۰۰۲۰۰۳ مورخ ۹۳/۲/۱۱ هیات اول موضوع قانون تعیین تکلیف وضعیت ثبتی اراضی و ساختمانهای فاقد سند رسمی مستقر در واحد ثبتی حوزه ثبت ملک کازرون تصرفات مالکانه و بلامعارض متقاضی آقای تقی خسروی فرزند غلام به شماره شناسنامه ۳۴۱ صادره از کازرون در ۳۵ سهم از ۴۸ سهم ششدانگ عرصه به انضمام اعیانی یک باب خانه به مساحت ۲۰۹/۹۸ مترمربع پلاک ۱۴۱۱ فرعی از ۵۹ اصلی قطعه ۳ واقع در کازرون محرز گردیده است. xyxy=(589,876,824,931)
notice-title: آگهی موضوع ماده ۳ قانون و ماده ۱۳ آیین نامه قانون تعیین تکلیف xyxy=(1107,882,1322,907)
notice-dates: تاریخ انتشار نوبت اول: ۹۳/۵/۱ تاریخ انتشار نوبت دوم: ۹۳/۵/۱۶ xyxy=(402,615,571,624)
notice-subtitle: وضعیت ثبتی و اراضی و ساختمانهای فاقد سند رسمی xyxy=(1107,517,1322,542)
header-page: صفحه ۹ xyxy=(46,106,114,126)
legal-notice xyxy=(1091,323,1338,480)
square-bullet-icon xyxy=(124,111,134,121)
notice-title: آگهی موضوع ماده ۳ قانون و ماده ۱۳ آیین نامه قانون تعیین تکلیف xyxy=(852,1004,1067,1029)
notice-dates: تاریخ انتشار نوبت اول: ۹۳/۵/۱ تاریخ انتشار نوبت دوم: ۹۳/۵/۱۶ xyxy=(655,1087,824,1096)
notice-dates: تاریخ انتشار نوبت اول: ۹۳/۵/۱ تاریخ انتشار نوبت دوم: ۹۳/۵/۱۶ xyxy=(1163,648,1332,656)
legal-notice xyxy=(583,661,830,811)
notice-code: ۳/۷۳۸ xyxy=(589,642,608,652)
notice-signer: داوود انصاری – رییس ثبت اسناد و املاک شهرستان کازرون xyxy=(412,1087,571,1096)
notice-subtitle: وضعیت ثبتی و اراضی و ساختمانهای فاقد سند رسمی xyxy=(599,375,814,400)
notice-title: آگهی موضوع ماده ۳ قانون و ماده ۱۳ آیین نامه قانون تعیین تکلیف وضعیت ثبتی و اراضی و ساختمانهای فاقد سند رسمی xyxy=(90,1732,645,1743)
notice-title: آگهی موضوع ماده ۳ قانون و ماده ۱۳ آیین نامه قانون تعیین تکلیف xyxy=(1107,1046,1322,1071)
notice-signer: داوود انصاری – رییس ثبت اسناد و املاک شهرستان کازرون xyxy=(1173,847,1332,856)
header-date-group xyxy=(1076,106,1332,134)
notice-title: آگهی موضوع ماده ۳ قانون و ماده ۱۳ آیین نامه قانون تعیین تکلیف xyxy=(346,968,561,993)
legal-notice xyxy=(583,1125,830,1275)
notice-body: برابر رای شماره ۱۳۹۳۶۰۳۱۱۰۰۲۰۰۰۱۷۶ مورخ ۹۳/۱/۱۶ هیات اول موضوع قانون تعیین تکلیف وضعیت ثبتی اراضی و ساختمانهای فاقد سند رسمی مستقر در واحد ثبتی حوزه ثبت ملک کازرون تصرفات مالکانه و بلامعارض متقاضی آقای کمال جهانگیری فرزند مصطفی به شماره شناسنامه ۵ صادره از کازرون در ۳۵ سهم از ۴۸ سهم ششدانگ عرصه به انضمام اعیانی یک باب خانه به مساحت ۲۱۷/۶ مترمربع پلاک ۱۴۲۱ فرعی از ۵۹ اصلی قطعه ۳ واقع در کازرون محرز گردیده است. xyxy=(336,713,571,767)
notice-title: آگهی موضوع ماده ۳ قانون و ماده ۱۳ آیین نامه قانون تعیین تکلیف xyxy=(346,159,561,183)
notice-signer: داوود انصاری – رییس ثبت اسناد و املاک شهرستان کازرون xyxy=(665,1405,824,1414)
legal-notice xyxy=(836,998,1083,1148)
notice-body: برابر رای شماره ۱۳۹۳۶۰۳۱۱۰۰۲۰۰۲۴۸۵ مورخ ۹۳/۲/۲۷ هیات اول موضوع قانون تعیین تکلیف وضعیت ثبتی اراضی و ساختمانهای فاقد سند رسمی مستقر در واحد ثبتی حوزه ثبت ملک کازرون تصرفات مالکانه و بلامعارض متقاضی آقای حسین ملکی فرزند یوسف به شماره شناسنامه ۲۴ صادره از کازرون در ۳۵ سهم از ۴۸ سهم ششدانگ عرصه به انضمام اعیانی یک باب خانه به مساحت ۲۰۳/۳ مترمربع پلاک ۱۴۲۳ فرعی از ۵۹ اصلی قطعه ۳ واقع در کازرون محرز گردیده است. xyxy=(336,1022,572,1076)
notice-signer: داوود انصاری – رییس ثبت اسناد و املاک شهرستان کازرون xyxy=(918,1278,1077,1287)
notice-signer: داوود انصاری – رییس ثبت اسناد و املاک شهرستان کازرون xyxy=(665,633,824,642)
